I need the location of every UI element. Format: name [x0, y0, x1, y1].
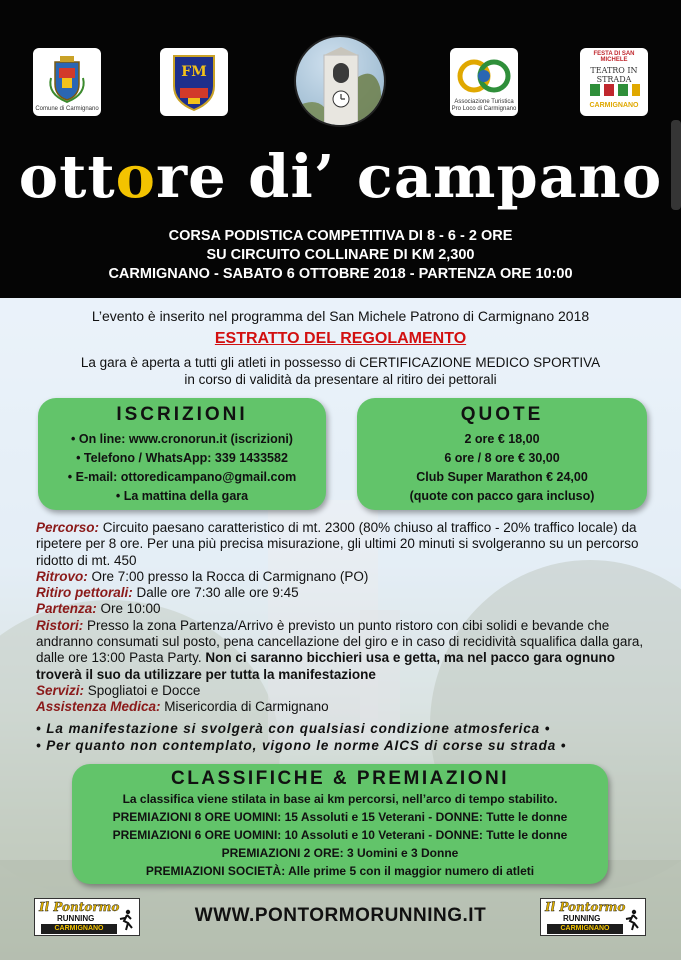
title-part-2: re di’ campano [155, 142, 663, 211]
subtitle-circuit: SU CIRCUITO COLLINARE DI KM 2,300 [206, 247, 475, 263]
pontormo-logo-town: CARMIGNANO [547, 924, 623, 934]
title-part-1: ott [18, 142, 116, 211]
ristori-paragraph [36, 618, 648, 683]
quote-note: (quote con pacco gara incluso) [409, 489, 595, 503]
event-title [0, 142, 681, 211]
bell-tower-photo [294, 35, 386, 127]
assistenza-paragraph [36, 699, 648, 715]
notice-aics-rules: • Per quanto non contemplato, vigono le norme AICS di corse su strada • [36, 738, 567, 753]
servizi-label: Servizi: [36, 682, 85, 698]
iscrizioni-online: • On line: www.cronorun.it (iscrizioni) [71, 432, 293, 446]
percorso-paragraph [36, 520, 648, 569]
servizi-paragraph [36, 683, 648, 699]
regulation-title [0, 330, 681, 348]
pontormo-logo-town: CARMIGNANO [41, 924, 117, 934]
shield-icon [160, 48, 228, 116]
notice-bullets [36, 720, 648, 754]
ritiro-label: Ritiro pettorali: [36, 585, 133, 601]
iscrizioni-phone: • Telefono / WhatsApp: 339 1433582 [76, 451, 288, 465]
logo-comune-carmignano [33, 48, 101, 116]
percorso-label: Percorso: [36, 520, 100, 535]
iscrizioni-email: • E-mail: ottoredicampano@gmail.com [67, 470, 297, 484]
ristori-bold-note: Non ci saranno bicchieri usa e getta, ma nel pacco gara ognuno troverà il suo da utilizzare per tutta la manifestazione [36, 650, 615, 682]
intro-paragraph-line-2: in corso di validità da presentare al ritiro dei pettorali [184, 372, 497, 387]
partenza-label: Partenza: [36, 601, 97, 617]
regulation-details [36, 520, 648, 716]
classifiche-intro: La classifica viene stilata in base ai km percorsi, nell’arco di tempo stabilito. [122, 792, 558, 806]
ristori-label: Ristori: [36, 617, 84, 633]
website-link[interactable]: WWW.PONTORMORUNNING.IT [194, 905, 487, 926]
logo-festa-mid: TEATRO IN STRADA [590, 66, 638, 84]
partenza-text: Ore 10:00 [96, 601, 161, 617]
regulation-title-text: ESTRATTO DEL REGOLAMENTO [214, 330, 467, 347]
logo-fm [160, 48, 228, 116]
classifiche-box [72, 764, 608, 884]
bell-tower-icon [296, 37, 386, 127]
intro-paragraph [0, 354, 681, 388]
ritiro-paragraph [36, 585, 648, 601]
ritrovo-paragraph [36, 569, 648, 585]
subtitle-race-type: CORSA PODISTICA COMPETITIVA DI 8 - 6 - 2 ORE [168, 228, 513, 244]
quote-club-super-marathon: Club Super Marathon € 24,00 [416, 470, 588, 484]
premiazioni-8-ore: PREMIAZIONI 8 ORE UOMINI: 15 Assoluti e 15 Veterani - DONNE: Tutte le donne [112, 810, 568, 824]
pontormo-logo-running: RUNNING [563, 914, 601, 923]
ristori-text: Presso la zona Partenza/Arrivo è previsto un punto ristoro con cibi solidi e bevande che andranno consumati sul posto, pena cancellazione del giro e in caso di recidività squalifica dalla gara, dalle ore 13:00 Pasta Party. [36, 617, 644, 666]
header [0, 0, 681, 298]
logo-fm-text: FM [181, 64, 207, 80]
iscrizioni-morning: • La mattina della gara [115, 489, 249, 503]
assistenza-label: Assistenza Medica: [36, 699, 161, 715]
iscrizioni-title: ISCRIZIONI [116, 404, 248, 425]
pontormo-logo-script: Il Pontormo [545, 900, 626, 914]
quote-title: QUOTE [460, 404, 544, 425]
notice-weather: • La manifestazione si svolgerà con qualsiasi condizione atmosferica • [36, 721, 551, 736]
quote-box [357, 398, 647, 510]
premiazioni-societa: PREMIAZIONI SOCIETÀ: Alle prime 5 con il maggior numero di atleti [145, 864, 535, 878]
premiazioni-6-ore: PREMIAZIONI 6 ORE UOMINI: 10 Assoluti e 10 Veterani - DONNE: Tutte le donne [112, 828, 568, 842]
pontormo-logo-running: RUNNING [57, 914, 95, 923]
ritrovo-label: Ritrovo: [36, 568, 88, 584]
pontormo-running-logo-right [540, 898, 646, 936]
runner-icon [625, 909, 639, 931]
logo-festa-san-michele [580, 48, 648, 116]
pontormo-logo-script: Il Pontormo [39, 900, 120, 914]
premiazioni-2-ore: PREMIAZIONI 2 ORE: 3 Uomini e 3 Donne [221, 846, 459, 860]
ritiro-text: Dalle ore 7:30 alle ore 9:45 [132, 585, 299, 601]
scroll-indicator[interactable] [671, 120, 681, 210]
partenza-paragraph [36, 601, 648, 617]
logo-pro-loco [450, 48, 518, 116]
quote-2-ore: 2 ore € 18,00 [464, 432, 540, 446]
logo-festa-caption: FESTA DI SAN MICHELE [593, 51, 635, 63]
percorso-text: Circuito paesano caratteristico di mt. 2300 (80% chiuso al traffico - 20% traffico locale) da ripetere per 8 ore. Per una più precisa misurazione, gli ultimi 20 minuti si svolgeranno su un percorso ridotto di mt. 450 [36, 520, 639, 568]
iscrizioni-box [38, 398, 326, 510]
logo-pro-loco-caption: Associazione Turistica Pro Loco di Carmignano [451, 99, 517, 112]
title-accent-letter: o [115, 142, 156, 211]
ritrovo-text: Ore 7:00 presso la Rocca di Carmignano (PO) [87, 568, 369, 584]
assistenza-text: Misericordia di Carmignano [160, 699, 329, 715]
intro-line: L’evento è inserito nel programma del San Michele Patrono di Carmignano 2018 [91, 308, 590, 324]
servizi-text: Spogliatoi e Docce [84, 682, 201, 698]
subtitle-date-start: CARMIGNANO - SABATO 6 OTTOBRE 2018 - PARTENZA ORE 10:00 [108, 266, 573, 282]
classifiche-title: CLASSIFICHE & PREMIAZIONI [170, 768, 509, 789]
logo-festa-bottom: CARMIGNANO [589, 102, 639, 109]
quote-6-8-ore: 6 ore / 8 ore € 30,00 [444, 451, 560, 465]
intro-paragraph-line-1: La gara è aperta a tutti gli atleti in possesso di CERTIFICAZIONE MEDICO SPORTIVA [80, 355, 601, 370]
logo-comune-caption: Comune di Carmignano [35, 106, 99, 112]
